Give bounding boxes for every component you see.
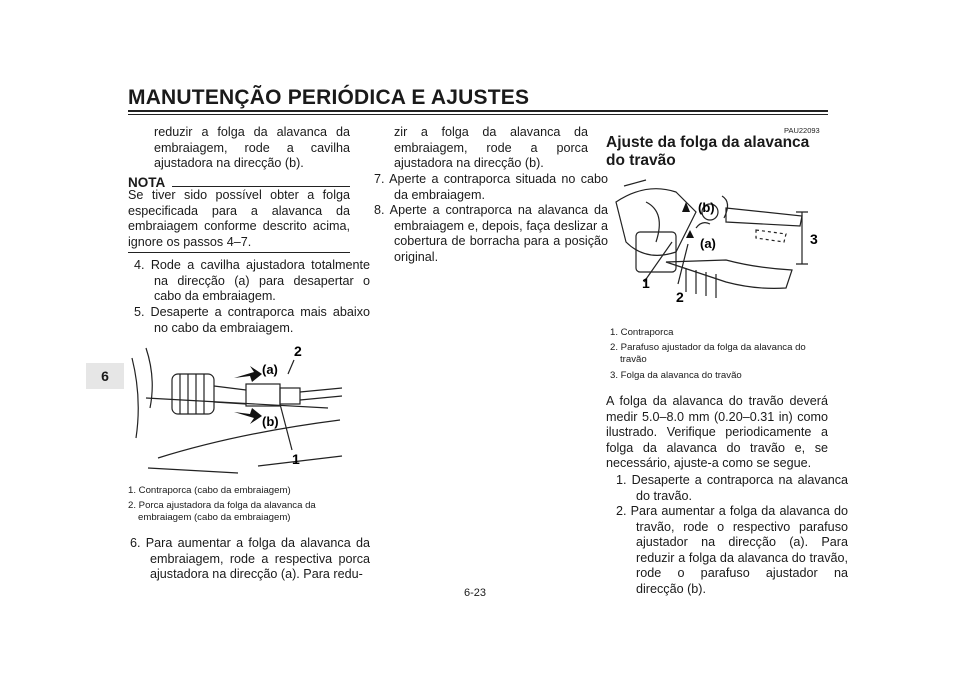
frame-edge-left xyxy=(132,358,138,438)
section-heading: Ajuste da folga da alavanca do travão xyxy=(606,134,810,169)
label-b: (b) xyxy=(262,414,279,429)
section-code: PAU22093 xyxy=(784,126,820,135)
fig1-caption-1: 1. Contraporca (cabo da embraiagem) xyxy=(128,485,291,496)
callout-line-2 xyxy=(288,360,294,374)
arrow-b-icon xyxy=(234,408,262,424)
clutch-cable-figure xyxy=(128,338,350,476)
fig2-caption-1: 1. Contraporca xyxy=(610,327,674,338)
brake-step-2: 2. Para aumentar a folga da alavanca do travão, rode o respectivo parafuso ajustador na direcção (a). Para reduzir a folga da alavanca do travão, rode o parafuso ajustador na direcção (b). xyxy=(616,504,848,596)
step-7: 7. Aperte a contraporca situada no cabo da embraiagem. xyxy=(374,172,608,202)
callout-1: 1 xyxy=(642,275,650,291)
step-4: 4. Rode a cavilha ajustadora totalmente na direcção (a) para desapertar o cabo da embraiagem. xyxy=(134,258,370,303)
callout-3: 3 xyxy=(810,231,818,247)
nota-rule-bottom xyxy=(128,252,350,253)
fig2-caption-2: 2. Parafuso ajustador da folga da alavanca do travão xyxy=(610,342,806,366)
fig2-caption-3: 3. Folga da alavanca do travão xyxy=(610,370,742,381)
page-number: 6-23 xyxy=(464,587,487,599)
adjuster-nut xyxy=(246,384,280,406)
col2-cont: zir a folga da alavanca da embraiagem, rode a porca ajustadora na direcção (b). xyxy=(394,125,588,170)
nota-rule-top xyxy=(172,186,350,187)
arrow-a-icon xyxy=(234,366,262,382)
fig1-caption-2: 2. Porca ajustadora da folga da alavanca da embraiagem (cabo da embraiagem) xyxy=(128,500,316,524)
step-8: 8. Aperte a contraporca na alavanca da embraiagem e, depois, faça deslizar a cobertura de borracha para a posição original. xyxy=(374,203,608,264)
label-b: (b) xyxy=(698,200,715,215)
lever-pressed-outline xyxy=(756,230,786,242)
handlebar-grip xyxy=(666,260,792,288)
chapter-number: 6 xyxy=(101,368,109,384)
callout-2: 2 xyxy=(294,343,302,359)
header-rule-thin xyxy=(128,114,828,115)
header-rule xyxy=(128,110,828,112)
step-5: 5. Desaperte a contraporca mais abaixo no cabo da embraiagem. xyxy=(134,305,370,335)
rubber-boot xyxy=(172,374,214,414)
page-title: MANUTENÇÃO PERIÓDICA E AJUSTES xyxy=(128,86,530,109)
label-a: (a) xyxy=(262,362,278,377)
arrow-b-icon xyxy=(682,202,690,212)
col1-intro: reduzir a folga da alavanca da embraiagem, rode a cavilha ajustadora na direcção (b). xyxy=(154,125,350,170)
gap-dimension xyxy=(796,212,808,264)
brake-step-1: 1. Desaperte a contraporca na alavanca do travão. xyxy=(616,473,848,503)
label-a: (a) xyxy=(700,236,716,251)
nota-text: Se tiver sido possível obter a folga especificada para a alavanca da embraiagem conforme descrito acima, ignore os passos 4–7. xyxy=(128,188,350,249)
callout-1: 1 xyxy=(292,451,300,467)
brake-lever-figure xyxy=(606,172,828,318)
arrow-a-icon xyxy=(686,230,694,238)
step-6: 6. Para aumentar a folga da alavanca da embraiagem, rode a respectiva porca ajustadora na direcção (a). Para redu- xyxy=(130,536,370,581)
master-cylinder xyxy=(616,189,696,256)
locknut xyxy=(280,388,300,404)
brake-lever xyxy=(726,208,802,226)
nota-label: NOTA xyxy=(128,175,166,190)
callout-2: 2 xyxy=(676,289,684,305)
chapter-tab xyxy=(86,363,124,389)
brake-body: A folga da alavanca do travão deverá medir 5.0–8.0 mm (0.20–0.31 in) como ilustrado. Verifique periodicamente a folga da alavanca do travão e, se necessário, ajuste-a como se segue. xyxy=(606,394,828,470)
